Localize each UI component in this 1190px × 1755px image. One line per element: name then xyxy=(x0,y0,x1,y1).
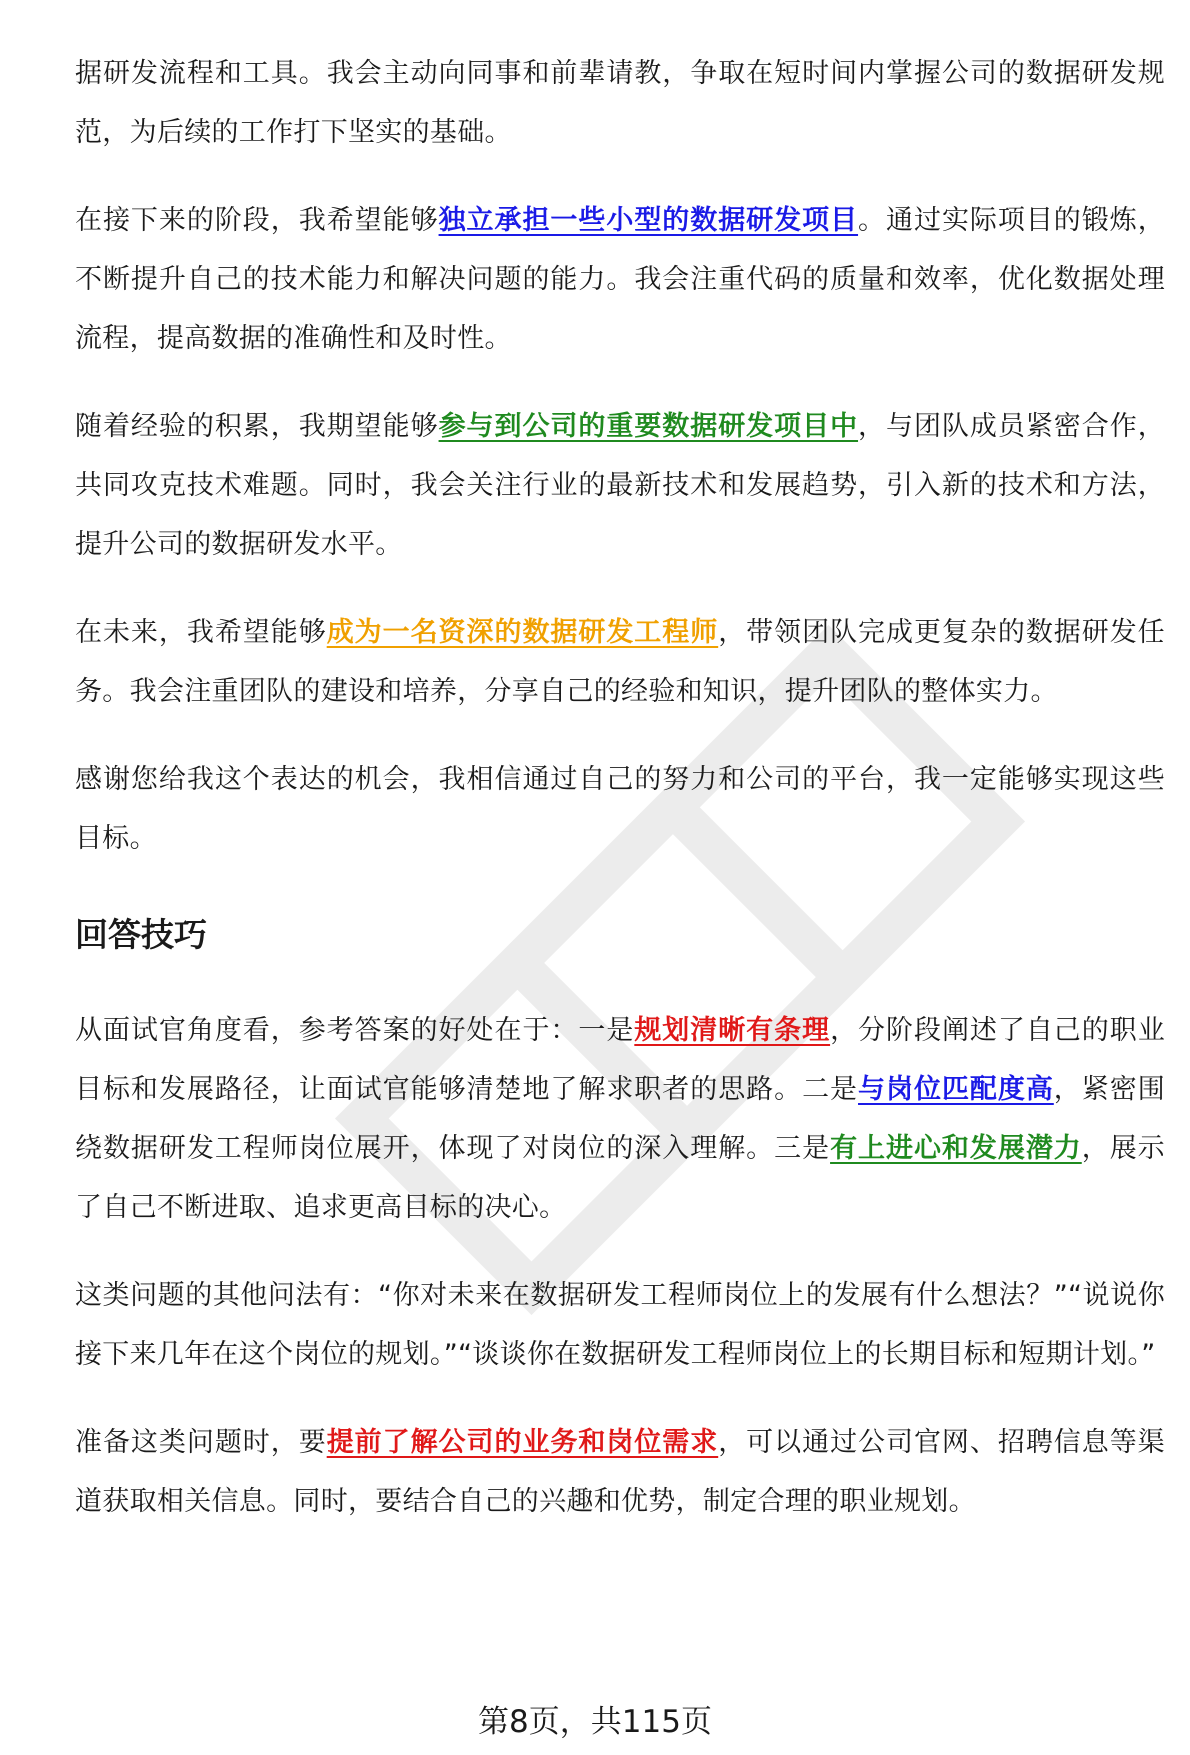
tip-paragraph xyxy=(75,1413,1165,1531)
highlighted-phrase: 成为一名资深的数据研发工程师 xyxy=(326,617,719,648)
text-run: ，紧密围绕数据研发工程师岗位展开，体现了对岗位的深入理解。三是 xyxy=(75,1074,1165,1164)
answer-paragraph xyxy=(75,44,1165,162)
page-footer: 第8页，共115页 xyxy=(478,1704,712,1740)
highlighted-phrase: 提前了解公司的业务和岗位需求 xyxy=(326,1427,719,1458)
text-run: 这类问题的其他问法有：“你对未来在数据研发工程师岗位上的发展有什么想法？”“说说你接下来几年在这个岗位的规划。”“谈谈你在数据研发工程师岗位上的长期目标和短期计划。” xyxy=(75,1280,1165,1370)
tip-paragraph xyxy=(75,1001,1165,1237)
text-run: ，分阶段阐述了自己的职业目标和发展路径，让面试官能够清楚地了解求职者的思路。二是 xyxy=(75,1015,1165,1105)
answer-paragraph xyxy=(75,191,1165,368)
text-run: 。通过实际项目的锻炼，不断提升自己的技术能力和解决问题的能力。我会注重代码的质量和效率，优化数据处理流程，提高数据的准确性和及时性。 xyxy=(75,205,1165,354)
text-run: 从面试官角度看，参考答案的好处在于：一是 xyxy=(75,1015,635,1046)
text-run: ，可以通过公司官网、招聘信息等渠道获取相关信息。同时，要结合自己的兴趣和优势，制定合理的职业规划。 xyxy=(75,1427,1165,1517)
text-run: 感谢您给我这个表达的机会，我相信通过自己的努力和公司的平台，我一定能够实现这些目标。 xyxy=(75,764,1165,854)
text-run: 在未来，我希望能够 xyxy=(75,617,327,648)
tips-paragraphs xyxy=(75,1001,1165,1531)
text-run: 准备这类问题时，要 xyxy=(75,1427,327,1458)
answer-paragraph xyxy=(75,397,1165,574)
text-run: ，与团队成员紧密合作，共同攻克技术难题。同时，我会关注行业的最新技术和发展趋势，引入新的技术和方法，提升公司的数据研发水平。 xyxy=(75,411,1165,560)
highlighted-phrase: 独立承担一些小型的数据研发项目 xyxy=(438,205,859,236)
text-run: 据研发流程和工具。我会主动向同事和前辈请教，争取在短时间内掌握公司的数据研发规范，为后续的工作打下坚实的基础。 xyxy=(75,58,1165,148)
text-run: ，带领团队完成更复杂的数据研发任务。我会注重团队的建设和培养，分享自己的经验和知识，提升团队的整体实力。 xyxy=(75,617,1165,707)
answer-paragraphs xyxy=(75,44,1165,868)
text-run: ，展示了自己不断进取、追求更高目标的决心。 xyxy=(75,1133,1165,1223)
section-heading: 回答技巧 xyxy=(75,915,207,954)
highlighted-phrase: 有上进心和发展潜力 xyxy=(830,1133,1082,1164)
text-run: 在接下来的阶段，我希望能够 xyxy=(75,205,439,236)
document-body xyxy=(75,44,1165,1560)
answer-paragraph xyxy=(75,603,1165,721)
highlighted-phrase: 与岗位匹配度高 xyxy=(858,1074,1054,1105)
answer-paragraph xyxy=(75,750,1165,868)
highlighted-phrase: 参与到公司的重要数据研发项目中 xyxy=(438,411,859,442)
tip-paragraph xyxy=(75,1266,1165,1384)
text-run: 随着经验的积累，我期望能够 xyxy=(75,411,439,442)
highlighted-phrase: 规划清晰有条理 xyxy=(634,1015,831,1046)
